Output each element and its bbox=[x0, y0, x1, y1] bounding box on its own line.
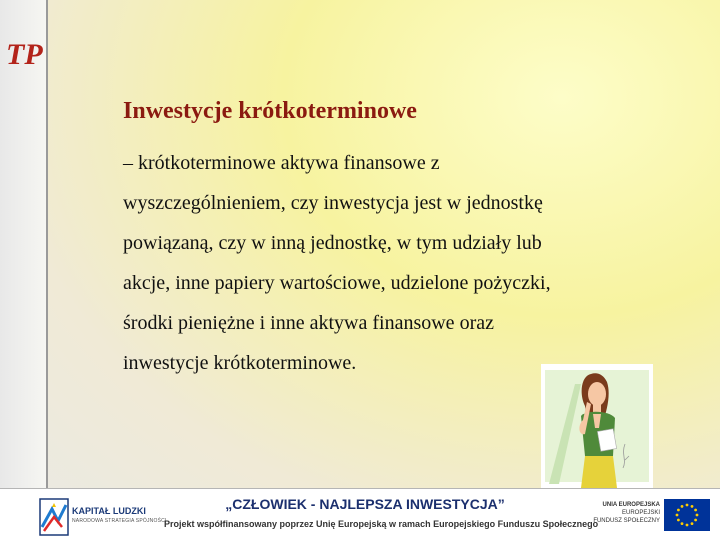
eu-flag-icon bbox=[664, 499, 710, 531]
body-line: inwestycje krótkoterminowe. bbox=[123, 352, 357, 374]
body-line: akcje, inne papiery wartościowe, udzielone pożyczki, bbox=[123, 272, 551, 294]
kapital-ludzki-logo-icon bbox=[38, 497, 70, 537]
left-decor-strip bbox=[0, 0, 48, 488]
footer-project-text: Projekt współfinansowany poprzez Unię Europejską w ramach Europejskiego Funduszu Społecznego bbox=[164, 519, 599, 529]
eu-label-line: EUROPEJSKI bbox=[621, 510, 660, 516]
kapital-ludzki-subtitle: NARODOWA STRATEGIA SPÓJNOŚCI bbox=[72, 518, 167, 524]
tp-logo-icon bbox=[4, 36, 44, 70]
eu-label bbox=[560, 501, 660, 525]
body-line: – krótkoterminowe aktywa finansowe z bbox=[123, 152, 440, 174]
eu-label-line: FUNDUSZ SPOŁECZNY bbox=[593, 518, 660, 524]
kapital-ludzki-title: KAPITAŁ LUDZKI bbox=[72, 506, 146, 516]
woman-with-document-illustration bbox=[541, 364, 653, 488]
body-line: wyszczególnieniem, czy inwestycja jest w jednostkę bbox=[123, 192, 543, 214]
slide-body bbox=[123, 143, 663, 383]
body-line: środki pieniężne i inne aktywa finansowe oraz bbox=[123, 312, 494, 334]
body-line: powiązaną, czy w inną jednostkę, w tym udziały lub bbox=[123, 232, 542, 254]
slide-title: Inwestycje krótkoterminowe bbox=[123, 98, 417, 124]
eu-label-line: UNIA EUROPEJSKA bbox=[602, 502, 660, 508]
footer-slogan: „CZŁOWIEK - NAJLEPSZA INWESTYCJA” bbox=[225, 496, 505, 512]
footer bbox=[0, 488, 720, 541]
svg-text:TP: TP bbox=[6, 38, 43, 70]
